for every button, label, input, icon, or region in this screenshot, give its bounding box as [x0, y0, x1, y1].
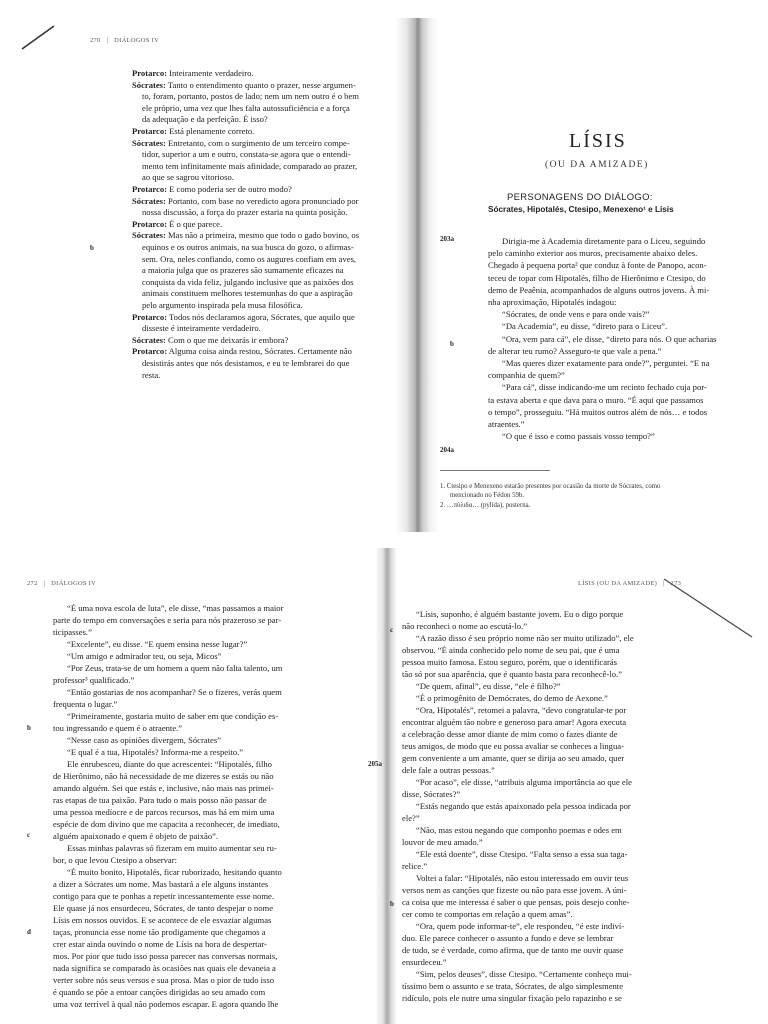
text-line: espécie de dom divino que me capacita a reconhecer, de imediato,: [53, 819, 280, 829]
dialogue-subtitle: (OU DA AMIZADE): [545, 160, 649, 170]
text-line: atraentes.”: [488, 419, 525, 429]
text-line: não reconheci o nome ao escutá-lo.”: [402, 621, 528, 631]
running-title: DIÁLOGOS IV: [114, 37, 160, 44]
text-line: pelo caminho exterior aos muros, precisamente abaixo deles.: [488, 248, 698, 259]
text-line: ticipasses.”: [53, 627, 92, 637]
text-line: de Hierônimo, não há necessidade de me dizeres se estás ou não: [53, 771, 274, 781]
text-line: relice.”: [402, 861, 428, 871]
text-line: cer como te comportas em relação a quem amas”.: [402, 909, 573, 919]
text-line: “Não, mas estou negando que componho poemas e odes em: [416, 825, 622, 835]
page-273: [368, 575, 768, 1024]
text-line: [132, 335, 402, 347]
text-line: da adequação e da perfeição. É isso?: [142, 114, 268, 125]
page-number: 270: [90, 37, 101, 44]
text-line: de tudo, se é verdade, como afirma, que de tanto me ouvir quase: [402, 945, 624, 955]
text-line: “Nesse caso as opiniões divergem, Sócrates”: [67, 735, 222, 745]
text-line: “Sócrates, de onde vens e para onde vais?”: [502, 309, 650, 320]
text-line: to, foram, portanto, postos de lado; nem um nem outro é o bem: [142, 91, 359, 102]
text-line: “Ora, quem pode informar-te”, ele respondeu, “é este indiví-: [416, 921, 625, 931]
text-line: bor, o que levou Ctesipo a observar:: [53, 855, 177, 865]
text-line: companhia de quem?”: [488, 370, 565, 381]
text-line: “De quem, afinal”, eu disse, “ele é filho?”: [416, 681, 561, 691]
footnote-1: 1. Ctesipo e Menexeno estarão presentes por ocasião da morte de Sócrates, como: [440, 483, 661, 490]
speaker-name: Sócrates:: [132, 79, 166, 90]
page-272: [25, 575, 370, 1024]
speech-text: Com o que me deixarás ir embora?: [165, 334, 289, 345]
text-line: Chegado à pequena porta² que conduz à fonte de Panopo, acon-: [488, 260, 707, 271]
page-271: [438, 30, 763, 510]
text-line: ridículo, pois ele nutre uma singular fixação pelo rapazinho e se: [402, 993, 622, 1003]
text-line: professor³ qualificado.”: [53, 675, 135, 685]
page-270: [70, 30, 400, 510]
text-line: “Primeiramente, gostaria muito de saber em que condição es-: [67, 711, 279, 721]
text-line: “Mas queres dizer exatamente para onde?”, perguntei. “E na: [502, 358, 710, 368]
text-line: ras etapas de tua paixão. Para tudo o mais posso não passar de: [53, 795, 267, 805]
footnote-1-cont: mencionado no Fédon 59b.: [450, 492, 524, 499]
text-line: uma pessoa medíocre e de parcos recursos, mas há em mim uma: [53, 807, 275, 817]
text-line: “Um amigo e admirador teu, ou seja, Micos”: [67, 651, 222, 661]
text-line: [132, 219, 402, 231]
text-line: “Ora, vem para cá”, ele disse, “direto para nós. O que acharias: [502, 333, 717, 344]
text-line: demo de Peaênia, acompanhados de alguns outros jovens. À mi-: [488, 284, 710, 295]
speech-text: Entretanto, com o surgimento de um terceiro compe-: [165, 137, 350, 148]
text-line: pessoa muito famosa. Estou seguro, porém, que o identificarás: [402, 657, 618, 667]
text-line: teceu de topar com Hipotalés, filho de Hierônimo e Ctesipo, do: [488, 272, 706, 283]
margin-note-b: b: [450, 340, 454, 348]
text-line: [132, 68, 402, 80]
text-line: nossa discussão, a força do prazer estaria na quinta posição.: [142, 207, 348, 218]
margin-note-204a: 204a: [440, 446, 454, 454]
text-line: pelo argumento inspirada pela musa filosófica.: [142, 300, 303, 310]
text-line: equinos e os outros animais, na sua busca do gozo, o afirmas-: [142, 242, 354, 252]
text-line: “Da Academia”, eu disse, “direto para o Liceu”.: [502, 321, 668, 332]
text-line: disse, Sócrates?”: [402, 789, 461, 799]
text-line: “Excelente”, eu disse. “E quem ensina nesse lugar?”: [67, 639, 248, 649]
text-line: ca coisa que me interessa é saber o que pensas, pois desejo conhe-: [402, 897, 630, 907]
text-line: ao que se sagrou vitorioso.: [142, 172, 234, 183]
speaker-name: Protarco:: [132, 218, 167, 229]
text-line: resta.: [142, 369, 161, 380]
running-title: LÍSIS (OU DA AMIZADE): [578, 580, 658, 587]
text-line: mento tem infinitamente mais afinidade, comparado ao prazer,: [142, 160, 358, 171]
speaker-name: Protarco:: [132, 184, 167, 194]
personagens-names: Sócrates, Hipotalés, Ctesipo, Menexeno¹ e Lísis: [488, 205, 674, 214]
text-line: [132, 138, 402, 150]
text-line: crer estar ainda ouvindo o nome de Lísis na hora de despertar-: [53, 939, 267, 949]
text-line: “O que é isso e como passais vosso tempo?”: [502, 431, 655, 442]
text-line: gem conveniente a um amante, quer se dirija ao seu amado, quer: [402, 753, 625, 763]
speaker-name: Protarco:: [132, 126, 167, 136]
text-line: a celebração desse amor diante de mim como o fazes diante de: [402, 729, 618, 739]
text-line: a maioria julga que os prazeres são sumamente eficazes na: [142, 265, 344, 276]
text-line: [132, 196, 402, 208]
speaker-name: Protarco:: [132, 346, 167, 357]
margin-note-d: d: [27, 928, 31, 936]
text-line: encontrar alguém tão nobre e generoso para amar! Agora executa: [402, 717, 627, 727]
text-line: desistirás antes que nós desistamos, e eu te lembrarei do que: [142, 358, 350, 368]
speech-text: Está plenamente correto.: [167, 126, 255, 136]
text-line: Essas minhas palavras só fizeram em muito aumentar seu ru-: [67, 843, 277, 853]
margin-note-c: c: [27, 831, 31, 839]
margin-note-b: b: [90, 244, 94, 252]
text-line: mos. Por pior que tudo isso possa parecer nas conversas normais,: [53, 951, 278, 961]
text-line: ele próprio, uma vez que lhes falta autossuficiência e a força: [142, 102, 350, 113]
speech-text: Portanto, com base no veredicto agora pronunciado por: [165, 195, 359, 206]
text-line: duo. Ele parece conhecer o assunto a fundo e deve se lembrar: [402, 933, 614, 943]
text-line: Lísis em nossos ouvidos. E se acontece de ele esvaziar algumas: [53, 915, 272, 925]
text-line: “Sim, pelos deuses”, disse Ctesipo. “Certamente conheço mui-: [416, 969, 632, 979]
speech-text: Tanto o entendimento quanto o prazer, nesse argumen-: [165, 79, 356, 90]
page-header: 270 | DIÁLOGOS IV: [90, 37, 160, 44]
text-line: ta estava aberta e que dava para o muro. “É aqui que passamos: [488, 394, 704, 405]
text-line: amando alguém. Sei que estás e, inclusive, não mais nas primei-: [53, 783, 274, 793]
text-line: tíssimo bem o assunto e se trata, Sócrates, de algo simplesmente: [402, 981, 624, 991]
speaker-name: Sócrates:: [132, 334, 166, 345]
speech-text: É o que parece.: [167, 218, 223, 229]
text-line: [132, 230, 402, 242]
personagens-heading: PERSONAGENS DO DIÁLOGO:: [507, 192, 653, 203]
text-line: versos nem as canções que fizeste ou não para esse jovem. A úni-: [402, 885, 627, 895]
text-line: [132, 126, 402, 138]
text-line: de alterar teu rumo? Asseguro-te que vale a pena.”: [488, 345, 662, 356]
text-line: Ele enrubesceu, diante do que acrescentei: “Hipotalés, filho: [67, 759, 272, 769]
text-line: [132, 184, 402, 196]
text-line: “A razão disso é seu próprio nome não ser muito utilizado”, ele: [416, 633, 634, 643]
text-line: o tempo”, prosseguiu. “Há muitos outros além de nós… e todos: [488, 406, 708, 417]
speaker-name: Protarco:: [132, 311, 167, 322]
text-line: louvor de meu amado.”: [402, 837, 483, 847]
text-line: Voltei a falar: “Hipotalés, não estou interessado em ouvir teus: [416, 873, 629, 883]
margin-note-205a: 205a: [368, 760, 382, 768]
text-line: “Por Zeus, trata-se de um homem a quem não falta talento, um: [67, 663, 283, 673]
text-line: “Então gostarias de nos acompanhar? Se o fizeres, verás quem: [67, 687, 282, 697]
text-line: Dirigia-me à Academia diretamente para o Liceu, seguindo: [502, 236, 706, 246]
running-title: DIÁLOGOS IV: [51, 580, 97, 587]
text-line: “Estás negando que estás apaixonado pela pessoa indicada por: [416, 801, 631, 811]
footnote-2: 2. …πύλιδα… (pylída), posterna.: [440, 502, 531, 509]
text-line: [132, 312, 402, 324]
text-line: Ele quase já nos ensurdeceu, Sócrates, de tanto despejar o nome: [53, 903, 274, 913]
text-line: “Lísis, suponho, é alguém bastante jovem. Eu o digo porque: [416, 609, 624, 619]
footnote-rule: [440, 470, 550, 471]
text-line: tidor, superior a um e outro, constata-se agora que o entendi-: [142, 149, 351, 160]
speech-text: Alguma coisa ainda restou, Sócrates. Certamente não: [167, 346, 352, 357]
margin-note-b: b: [27, 724, 31, 732]
text-line: frequenta o lugar.”: [53, 699, 118, 709]
text-line: sem. Ora, neles confiando, como os augures confiam em aves,: [142, 253, 357, 264]
text-line: observou. “É ainda conhecido pelo nome de seu pai, que é uma: [402, 645, 620, 655]
speech-text: Mas não a primeira, mesmo que todo o gado bovino, os: [165, 230, 359, 241]
text-line: “É o primogênito de Demócrates, do demo de Aexone.”: [416, 693, 608, 703]
text-line: “Para cá”, disse indicando-me um recinto fechado cuja por-: [502, 382, 707, 393]
text-line: teus amigos, de modo que eu possa avaliar se conheces a lingua-: [402, 741, 624, 751]
speech-text: Inteiramente verdadeiro.: [167, 68, 254, 78]
text-line: conquista da vida feliz, julgando inclusive que as paixões dos: [142, 276, 354, 287]
text-line: nada significa se comparado às ocasiões nas quais ele devaneia a: [53, 963, 276, 973]
text-line: “Por acaso”, ele disse, “atribuis alguma importância ao que ele: [416, 777, 632, 787]
text-line: alguém apaixonado e quem é objeto de paixão”.: [53, 831, 219, 841]
text-line: tou ingressando e quem é o atraente.”: [53, 723, 183, 733]
text-line: uma voz terrível à qual não podemos escapar. E agora quando lhe: [53, 999, 279, 1009]
text-line: nha aproximação, Hipotalés indagou:: [488, 297, 617, 307]
text-line: “Ele está doente”, disse Ctesipo. “Falta senso a essa sua taga-: [416, 849, 628, 859]
margin-note-203a: 203a: [440, 235, 454, 243]
margin-note-c: c: [390, 626, 394, 634]
text-line: “É uma nova escola de luta”, ele disse, “mas passamos a maior: [67, 603, 284, 613]
page-header: LÍSIS (OU DA AMIZADE) | 273: [578, 580, 682, 587]
text-line: animais constituem melhores testemunhas do que a aspiração: [142, 288, 353, 299]
text-line: ele?”: [402, 813, 420, 823]
text-line: “Ora, Hipotalés”, retomei a palavra, “devo congratular-te por: [416, 705, 627, 715]
text-line: é quando se põe a entoar canções dirigidas ao seu amado com: [53, 987, 266, 997]
speech-text: Todos nós declaramos agora, Sócrates, que aquilo que: [167, 311, 355, 322]
speech-text: E como poderia ser de outro modo?: [167, 184, 292, 194]
text-line: contigo para que te ponhas a repetir incessantemente esse nome.: [53, 891, 274, 901]
text-line: “E qual é a tua, Hipotalés? Informa-me a respeito.”: [67, 747, 244, 757]
text-line: “É muito bonito, Hipotalés, ficar ruborizado, hesitando quanto: [67, 867, 282, 877]
speaker-name: Sócrates:: [132, 230, 166, 241]
text-line: tão só por sua aparência, que é quanto basta para reconhecê-lo.”: [402, 669, 622, 679]
text-line: ensurdeceu.”: [402, 957, 447, 967]
speaker-name: Protarco:: [132, 68, 167, 78]
margin-note-b: b: [390, 900, 394, 908]
text-line: dele fale a outras pessoas.”: [402, 765, 495, 775]
dialogue-title: LÍSIS: [569, 130, 627, 152]
text-line: [132, 346, 402, 358]
text-line: parte do tempo em conversações e seria para nós prazeroso se par-: [53, 615, 282, 625]
page-header: 272 | DIÁLOGOS IV: [27, 580, 97, 587]
page-number: 273: [670, 580, 682, 587]
pen-mark-top-left: [20, 22, 60, 52]
page-number: 272: [27, 580, 38, 587]
text-line: verter sobre nós seus versos e sua prosa. Mas o pior de tudo isso: [53, 975, 275, 985]
text-line: taças, pronuncia esse nome tão prodigamente que chegamos a: [53, 927, 266, 937]
book-gutter-bottom: [375, 548, 397, 1024]
text-line: a dizer a Sócrates um nome. Mas bastará a ele alguns instantes: [53, 879, 269, 889]
speaker-name: Sócrates:: [132, 137, 166, 148]
speaker-name: Sócrates:: [132, 195, 166, 206]
text-line: [132, 80, 402, 92]
text-line: disseste é inteiramente verdadeiro.: [142, 323, 261, 334]
